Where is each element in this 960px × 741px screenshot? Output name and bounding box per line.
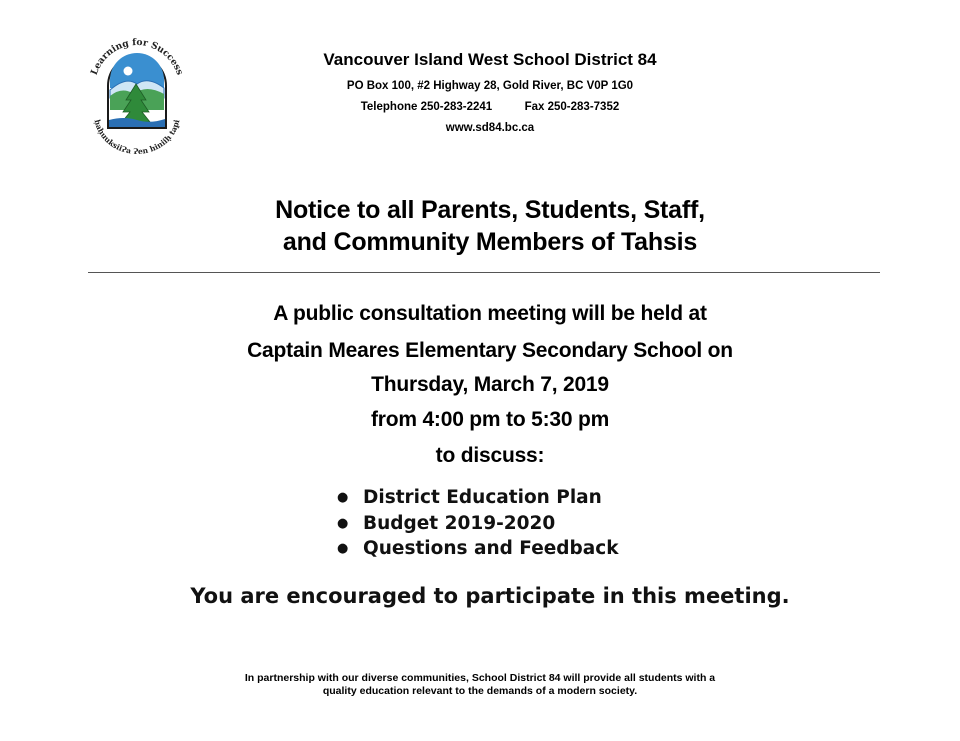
meeting-date: Thursday, March 7, 2019 bbox=[371, 373, 609, 396]
mission-line-2: quality education relevant to the demands of a modern society. bbox=[322, 685, 638, 697]
notice-line-2: and Community Members of Tahsis bbox=[282, 228, 698, 256]
notice-heading bbox=[140, 194, 840, 258]
meeting-time: from 4:00 pm to 5:30 pm bbox=[370, 408, 610, 431]
district-address: PO Box 100, #2 Highway 28, Gold River, BC V0P 1G0 bbox=[346, 80, 634, 92]
topic-item: ● District Education Plan bbox=[333, 485, 619, 511]
topic-item: ● Questions and Feedback bbox=[333, 536, 619, 562]
divider bbox=[88, 272, 880, 273]
telephone-number: Telephone 250-283-2241 bbox=[360, 101, 493, 113]
logo-arc-bottom-text: ḥaḥuuksiiɁa Ɂen hiniiḥ tapi bbox=[92, 118, 182, 156]
mission-statement bbox=[210, 672, 750, 698]
encouragement-text: You are encouraged to participate in this meeting. bbox=[190, 584, 790, 608]
topic-list bbox=[333, 485, 619, 562]
bullet-icon: ● bbox=[337, 541, 349, 556]
logo-emblem bbox=[108, 53, 166, 128]
contact-line bbox=[240, 101, 740, 113]
notice-line-1: Notice to all Parents, Students, Staff, bbox=[275, 196, 705, 224]
mission-line-1: In partnership with our diverse communities, School District 84 will provide all students with a bbox=[244, 672, 716, 684]
bullet-icon: ● bbox=[337, 515, 349, 531]
district-logo bbox=[82, 28, 192, 156]
district-name: Vancouver Island West School District 84 bbox=[323, 50, 657, 69]
bullet-icon: ● bbox=[337, 490, 349, 505]
district-website: www.sd84.bc.ca bbox=[445, 122, 535, 134]
meeting-line-1: A public consultation meeting will be held at bbox=[273, 302, 707, 325]
fax-number: Fax 250-283-7352 bbox=[524, 101, 620, 113]
logo-arc-top-text: Learning for Success bbox=[88, 36, 186, 77]
meeting-location: Captain Meares Elementary Secondary School on bbox=[247, 339, 733, 362]
topic-item: ● Budget 2019-2020 bbox=[333, 511, 619, 537]
meeting-lead: to discuss: bbox=[435, 444, 545, 467]
